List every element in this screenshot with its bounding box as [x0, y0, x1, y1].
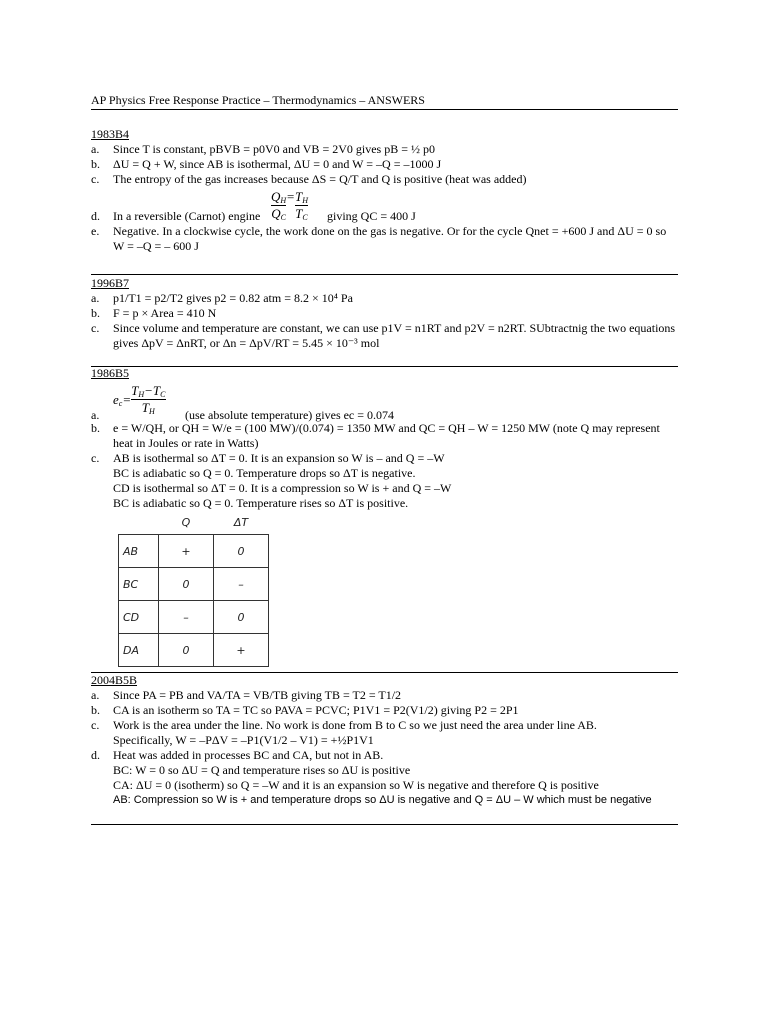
- answer-text: F = p × Area = 410 N: [113, 306, 217, 320]
- answer-c: [91, 172, 678, 187]
- answer-text: Since volume and temperature are constant, we can use p1V = n1RT and p2V = n2RT. SUbtractnig the two equations gives ΔpV = ΔnRT, or Δn = ΔpV/RT = 5.45 × 10⁻³ mol: [113, 321, 676, 350]
- efficiency-formula: $e_c=$ $\frac{T_H-T_C}{T_H}$: [113, 383, 166, 416]
- answer-text: CA: ΔU = 0 (isotherm) so Q = –W and it is an expansion so W is negative and therefore Q is positive: [113, 778, 599, 792]
- answer-text: (use absolute temperature) gives ec = 0.074: [185, 408, 395, 422]
- item-letter: e.: [91, 224, 100, 238]
- answer-text: Heat was added in processes BC and CA, but not in AB.: [113, 748, 384, 762]
- divider: [91, 824, 678, 825]
- answer-d: [91, 187, 678, 224]
- page-title: AP Physics Free Response Practice – Thermodynamics – ANSWERS: [91, 93, 425, 107]
- section-header: 1986B5: [91, 366, 130, 380]
- dt-cell: 0: [214, 601, 269, 634]
- q-cell: 0: [159, 568, 214, 601]
- answer-a: [91, 381, 678, 421]
- item-letter: c.: [91, 718, 100, 732]
- item-letter: b.: [91, 421, 100, 435]
- q-cell: +: [159, 535, 214, 568]
- heat-temperature-table: [118, 511, 269, 667]
- table-row: [119, 634, 269, 667]
- section-header: 1983B4: [91, 127, 130, 141]
- answer-text: ΔU = Q + W, since AB is isothermal, ΔU = 0 and W = –Q = –1000 J: [113, 157, 442, 171]
- divider: [91, 109, 678, 110]
- answer-text: Specifically, W = –PΔV = –P1(V1/2 – V1) = +½P1V1: [113, 733, 374, 747]
- item-letter: c.: [91, 451, 100, 465]
- item-letter: c.: [91, 321, 100, 335]
- answer-c: [91, 321, 678, 351]
- answer-text: Since PA = PB and VA/TA = VB/TB giving TB = T2 = T1/2: [113, 688, 402, 702]
- section-header: 1996B7: [91, 276, 130, 290]
- answer-a: [91, 291, 678, 306]
- answer-text: AB: Compression so W is + and temperature drops so ΔU is negative and Q = ΔU – W which must be negative: [113, 794, 652, 806]
- item-letter: b.: [91, 157, 100, 171]
- answer-text: Work is the area under the line. No work is done from B to C so we just need the area under line AB.: [113, 718, 597, 732]
- process-label: AB: [119, 535, 159, 568]
- section-1986b5: [91, 366, 678, 667]
- answer-b: [91, 306, 678, 321]
- item-letter: a.: [91, 408, 100, 422]
- item-letter: b.: [91, 703, 100, 717]
- answer-b: [91, 421, 678, 451]
- q-cell: 0: [159, 634, 214, 667]
- process-label: BC: [119, 568, 159, 601]
- section-1996b7: [91, 276, 678, 351]
- answer-a: [91, 688, 678, 703]
- item-letter: a.: [91, 142, 100, 156]
- column-header: ΔT: [233, 516, 249, 529]
- item-letter: a.: [91, 688, 100, 702]
- dt-cell: +: [214, 634, 269, 667]
- process-label: DA: [119, 634, 159, 667]
- carnot-ratio-formula: $\frac{Q_H}{Q_C}$ = $\frac{T_H}{T_C}$: [271, 189, 308, 222]
- table-row: [119, 601, 269, 634]
- process-label: CD: [119, 601, 159, 634]
- answer-text: e = W/QH, or QH = W/e = (100 MW)/(0.074) = 1350 MW and QC = QH – W = 1250 MW (note Q may represent heat in Joules or rate in Watts): [113, 421, 660, 450]
- column-header: Q: [181, 516, 191, 529]
- section-1983b4: [91, 127, 678, 254]
- item-letter: b.: [91, 306, 100, 320]
- answer-text: The entropy of the gas increases because ΔS = Q/T and Q is positive (heat was added): [113, 172, 527, 186]
- answer-e: [91, 224, 678, 254]
- answer-text: BC is adiabatic so Q = 0. Temperature rises so ΔT is positive.: [113, 496, 409, 510]
- answer-c: [91, 451, 678, 466]
- answer-b: [91, 157, 678, 172]
- answer-text: Negative. In a clockwise cycle, the work done on the gas is negative. Or for the cycle Qnet = +600 J and ΔU = 0 so W = –Q = – 600 J: [113, 224, 667, 253]
- answer-b: [91, 703, 678, 718]
- item-letter: d.: [91, 748, 100, 762]
- table-row: [119, 535, 269, 568]
- answer-text: BC is adiabatic so Q = 0. Temperature drops so ΔT is negative.: [113, 466, 416, 480]
- answer-d: [91, 748, 678, 763]
- answer-c: [91, 718, 678, 733]
- dt-cell: 0: [214, 535, 269, 568]
- item-letter: d.: [91, 209, 100, 223]
- answer-a: [91, 142, 678, 157]
- answer-text: Since T is constant, pBVB = p0V0 and VB = 2V0 gives pB = ½ p0: [113, 142, 435, 156]
- item-letter: c.: [91, 172, 100, 186]
- answer-text: giving QC = 400 J: [327, 209, 416, 223]
- item-letter: a.: [91, 291, 100, 305]
- answer-text: CA is an isotherm so TA = TC so PAVA = PCVC; P1V1 = P2(V1/2) giving P2 = 2P1: [113, 703, 519, 717]
- divider: [91, 274, 678, 275]
- answer-text: AB is isothermal so ΔT = 0. It is an expansion so W is – and Q = –W: [113, 451, 445, 465]
- dt-cell: –: [214, 568, 269, 601]
- answer-text: CD is isothermal so ΔT = 0. It is a compression so W is + and Q = –W: [113, 481, 452, 495]
- answer-text: p1/T1 = p2/T2 gives p2 = 0.82 atm = 8.2 × 10⁴ Pa: [113, 291, 353, 305]
- table-row: [119, 568, 269, 601]
- section-2004b5b: [91, 673, 678, 808]
- q-cell: –: [159, 601, 214, 634]
- answer-text: BC: W = 0 so ΔU = Q and temperature rises so ΔU is positive: [113, 763, 411, 777]
- answer-text: In a reversible (Carnot) engine: [113, 209, 261, 223]
- section-header: 2004B5B: [91, 673, 138, 687]
